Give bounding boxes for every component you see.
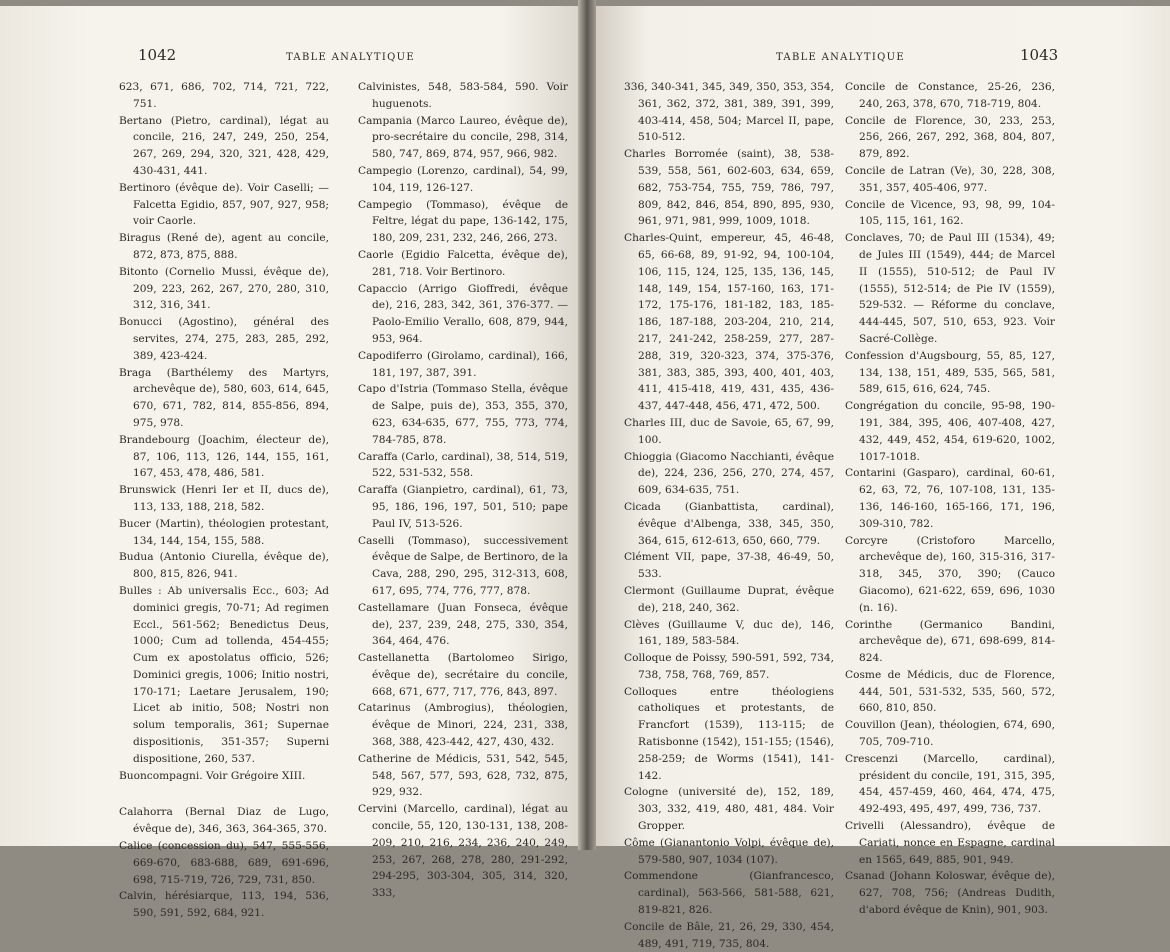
index-entry: Biragus (René de), agent au concile, 872, 873, 875, 888.	[119, 232, 329, 261]
index-entry: Concile de Latran (Ve), 30, 228, 308, 351, 357, 405-406, 977.	[845, 164, 1055, 194]
index-entry: Campegio (Tommaso), évêque de Feltre, légat du pape, 136-142, 175, 180, 209, 231, 232, 246, 266, 273.	[358, 198, 568, 245]
index-entry: Cicada (Gianbattista, cardinal), évêque d'Albenga, 338, 345, 350, 364, 615, 612-613, 650, 660, 779.	[624, 500, 834, 547]
index-entry: Calice (concession du), 547, 555-556, 669-670, 683-688, 689, 691-696, 698, 715-719, 726, 729, 731, 850.	[119, 840, 329, 886]
index-entry: Concile de Florence, 30, 233, 253, 256, 266, 267, 292, 368, 804, 807, 879, 892.	[845, 114, 1055, 161]
index-entry: Charles-Quint, empereur, 45, 46-48, 65, 66-68, 89, 91-92, 94, 100-104, 106, 115, 124, 125, 135, 136, 145, 148, 149, 154, 157-160, 163, 171-172, 175-176, 181-182, 183, 185-186, 187-188, 203-204, 210, 214, 217, 241-242, 258-259, 277, 287-288, 319, 320-323, 374, 375-376, 381, 383, 385, 393, 400, 401, 403, 411, 415-418, 419, 431, 435, 436-437, 447-448, 456, 471, 472, 500.	[624, 232, 834, 413]
index-entry: Clèves (Guillaume V, duc de), 146, 161, 189, 583-584.	[624, 618, 834, 648]
index-entry: Cosme de Médicis, duc de Florence, 444, 501, 531-532, 535, 560, 572, 660, 810, 850.	[845, 668, 1055, 715]
index-entry: Capo d'Istria (Tommaso Stella, évêque de Salpe, puis de), 353, 355, 370, 623, 634-635, 677, 755, 773, 774, 784-785, 878.	[358, 383, 568, 446]
index-entry: Corcyre (Cristoforo Marcello, archevêque de), 160, 315-316, 317-318, 345, 370, 390; (Cauco Giacomo), 621-622, 659, 696, 1030 (n. 16).	[845, 534, 1055, 614]
index-entry: 623, 671, 686, 702, 714, 721, 722, 751.	[119, 81, 329, 110]
index-entry: Côme (Gianantonio Volpi, évêque de), 579-580, 907, 1034 (107).	[624, 836, 834, 866]
index-entry: Colloques entre théologiens catholiques et protestants, de Francfort (1539), 113-115; de Ratisbonne (1542), 151-155; (1546), 258-259; de Worms (1541), 141-142.	[624, 685, 834, 782]
index-entry: Conclaves, 70; de Paul III (1534), 49; de Jules III (1549), 444; de Marcel II (1555), 510-512; de Paul IV (1555), 512-514; de Pie IV (1559), 529-532. — Réforme du conclave, 444-445, 507, 510, 653, 923. Voir Sacré-Collège.	[845, 232, 1055, 345]
index-entry: Congrégation du concile, 95-98, 190-191, 384, 395, 406, 407-408, 427, 432, 449, 452, 454, 619-620, 1002, 1017-1018.	[845, 400, 1055, 463]
index-entry: Capodiferro (Girolamo, cardinal), 166, 181, 197, 387, 391.	[358, 349, 568, 379]
index-entry: Brandebourg (Joachim, électeur de), 87, 106, 113, 126, 144, 155, 161, 167, 453, 478, 486, 581.	[119, 433, 329, 480]
index-entry: Charles III, duc de Savoie, 65, 67, 99, 100.	[624, 416, 834, 446]
left-page	[0, 6, 583, 920]
running-title: TABLE ANALYTIQUE	[776, 52, 905, 63]
index-entry: Buoncompagni. Voir Grégoire XIII.	[119, 769, 306, 782]
index-entry: Contarini (Gasparo), cardinal, 60-61, 62, 63, 72, 76, 107-108, 131, 135-136, 146-160, 165-166, 171, 196, 309-310, 782.	[845, 467, 1055, 530]
index-entry: Castellanetta (Bartolomeo Sirigo, évêque de), secrétaire du concile, 668, 671, 677, 717, 776, 843, 897.	[358, 652, 568, 698]
index-entry: Braga (Barthélemy des Martyrs, archevêque de), 580, 603, 614, 645, 670, 671, 782, 814, 855-856, 894, 975, 978.	[119, 366, 329, 429]
index-entry: Calvinistes, 548, 583-584, 590. Voir huguenots.	[358, 81, 568, 110]
index-entry: Cervini (Marcello, cardinal), légat au concile, 55, 120, 130-131, 138, 208-209, 210, 216, 234, 236, 240, 249, 253, 267, 268, 278, 280, 291-292, 294-295, 303-304, 305, 314, 320, 333,	[358, 803, 568, 900]
index-entry: Brunswick (Henri Ier et II, ducs de), 113, 133, 188, 218, 582.	[119, 484, 329, 513]
index-column	[119, 79, 329, 922]
index-entry: Caselli (Tommaso), successivement évêque de Salpe, de Bertinoro, de la Cava, 288, 290, 295, 312-313, 608, 617, 695, 774, 776, 777, 878.	[358, 534, 568, 597]
index-entry: Charles Borromée (saint), 38, 538-539, 558, 561, 602-603, 634, 659, 682, 753-754, 755, 759, 786, 797, 809, 842, 846, 854, 890, 895, 930, 961, 971, 981, 999, 1009, 1018.	[624, 148, 834, 228]
index-entry: Concile de Vicence, 93, 98, 99, 104-105, 115, 161, 162.	[845, 198, 1055, 228]
index-entry: Campegio (Lorenzo, cardinal), 54, 99, 104, 119, 126-127.	[358, 164, 568, 194]
index-entry: Cologne (université de), 152, 189, 303, 332, 419, 480, 481, 484. Voir Gropper.	[624, 786, 834, 833]
index-entry: Bitonto (Cornelio Mussi, évêque de), 209, 223, 262, 267, 270, 280, 310, 312, 316, 341.	[119, 265, 329, 312]
index-entry: Crescenzi (Marcello, cardinal), président du concile, 191, 315, 395, 454, 457-459, 460, 464, 474, 475, 492-493, 495, 497, 499, 736, 737.	[845, 752, 1055, 816]
index-entry: Bulles : Ab universalis Ecc., 603; Ad dominici gregis, 70-71; Ad regimen Eccl., 561-562; Benedictus Deus, 1000; Cum ad tollenda, 454-455; Cum ex apostolatus officio, 526; Dominici gregis, 1006; Initio nostri, 170-171; Laetare Jerusalem, 190; Licet ab initio, 508; Nostri non solum temporalis, 361; Supernae dispositionis, 351-357; Superni dispositione, 260, 537.	[119, 584, 329, 765]
index-column	[358, 79, 568, 902]
index-entry: Concile de Constance, 25-26, 236, 240, 263, 378, 670, 718-719, 804.	[845, 81, 1055, 110]
index-entry: Clermont (Guillaume Duprat, évêque de), 218, 240, 362.	[624, 584, 834, 614]
index-entry: Calahorra (Bernal Diaz de Lugo, évêque de), 346, 363, 364-365, 370.	[119, 806, 329, 836]
index-entry: Concile de Bâle, 21, 26, 29, 330, 454, 489, 491, 719, 735, 804.	[624, 920, 834, 950]
index-entry: Caorle (Egidio Falcetta, évêque de), 281, 718. Voir Bertinoro.	[358, 248, 568, 278]
index-entry: Bertinoro (évêque de). Voir Caselli; — Falcetta Egidio, 857, 907, 927, 958; voir Caorle.	[119, 181, 329, 228]
index-entry: Colloque de Poissy, 590-591, 592, 734, 738, 758, 768, 769, 857.	[624, 652, 834, 681]
index-entry: Calvin, hérésiarque, 113, 194, 536, 590, 591, 592, 684, 921.	[119, 890, 329, 920]
index-entry: Campania (Marco Laureo, évêque de), pro-secrétaire du concile, 298, 314, 580, 747, 869, 874, 957, 966, 982.	[358, 114, 568, 161]
index-column	[845, 79, 1055, 919]
index-entry: Confession d'Augsbourg, 55, 85, 127, 134, 138, 151, 489, 535, 565, 581, 589, 615, 616, 624, 745.	[845, 349, 1055, 396]
index-entry: Budua (Antonio Ciurella, évêque de), 800, 815, 826, 941.	[119, 551, 329, 581]
page-number: 1042	[138, 46, 177, 64]
index-entry: Catherine de Médicis, 531, 542, 545, 548, 567, 577, 593, 628, 732, 875, 929, 932.	[358, 752, 568, 799]
index-entry: Chioggia (Giacomo Nacchianti, évêque de), 224, 236, 256, 270, 274, 457, 609, 634-635, 751.	[624, 450, 834, 497]
index-entry: 336, 340-341, 345, 349, 350, 353, 354, 361, 362, 372, 381, 389, 391, 399, 403-414, 458, 504; Marcel II, pape, 510-512.	[624, 81, 834, 144]
index-entry: Crivelli (Alessandro), évêque de Cariati, nonce en Espagne, cardinal en 1565, 649, 885, 901, 949.	[845, 820, 1055, 866]
index-entry: Capaccio (Arrigo Gioffredi, évêque de), 216, 283, 342, 361, 376-377. — Paolo-Emilio Verallo, 608, 879, 944, 953, 964.	[358, 282, 568, 345]
index-entry: Csanad (Johann Koloswar, évêque de), 627, 708, 756; (Andreas Dudith, d'abord évêque de Knin), 901, 903.	[845, 870, 1055, 917]
index-entry: Catarinus (Ambrogius), théologien, évêque de Minori, 224, 231, 338, 368, 388, 423-442, 427, 430, 432.	[358, 702, 568, 749]
index-entry: Castellamare (Juan Fonseca, évêque de), 237, 239, 248, 275, 330, 354, 364, 464, 476.	[358, 601, 568, 648]
index-entry: Bertano (Pietro, cardinal), légat au concile, 216, 247, 249, 250, 254, 267, 269, 294, 320, 321, 428, 429, 430-431, 441.	[119, 114, 329, 177]
right-page	[590, 6, 1170, 950]
index-entry: Bucer (Martin), théologien protestant, 134, 144, 154, 155, 588.	[119, 517, 329, 547]
index-entry: Corinthe (Germanico Bandini, archevêque de), 671, 698-699, 814-824.	[845, 618, 1055, 665]
page-number: 1043	[1020, 46, 1059, 64]
section-gap	[119, 784, 329, 804]
index-entry: Bonucci (Agostino), général des servites, 274, 275, 283, 285, 292, 389, 423-424.	[119, 316, 329, 362]
book-gutter	[578, 0, 596, 850]
index-column	[624, 79, 834, 952]
index-entry: Clément VII, pape, 37-38, 46-49, 50, 533.	[624, 551, 834, 581]
index-entry: Caraffa (Carlo, cardinal), 38, 514, 519, 522, 531-532, 558.	[358, 450, 568, 480]
index-entry: Caraffa (Gianpietro, cardinal), 61, 73, 95, 186, 196, 197, 501, 510; pape Paul IV, 513-526.	[358, 484, 568, 530]
running-title: TABLE ANALYTIQUE	[286, 52, 415, 63]
index-entry: Commendone (Gianfrancesco, cardinal), 563-566, 581-588, 621, 819-821, 826.	[624, 870, 834, 917]
index-entry: Couvillon (Jean), théologien, 674, 690, 705, 709-710.	[845, 719, 1055, 749]
